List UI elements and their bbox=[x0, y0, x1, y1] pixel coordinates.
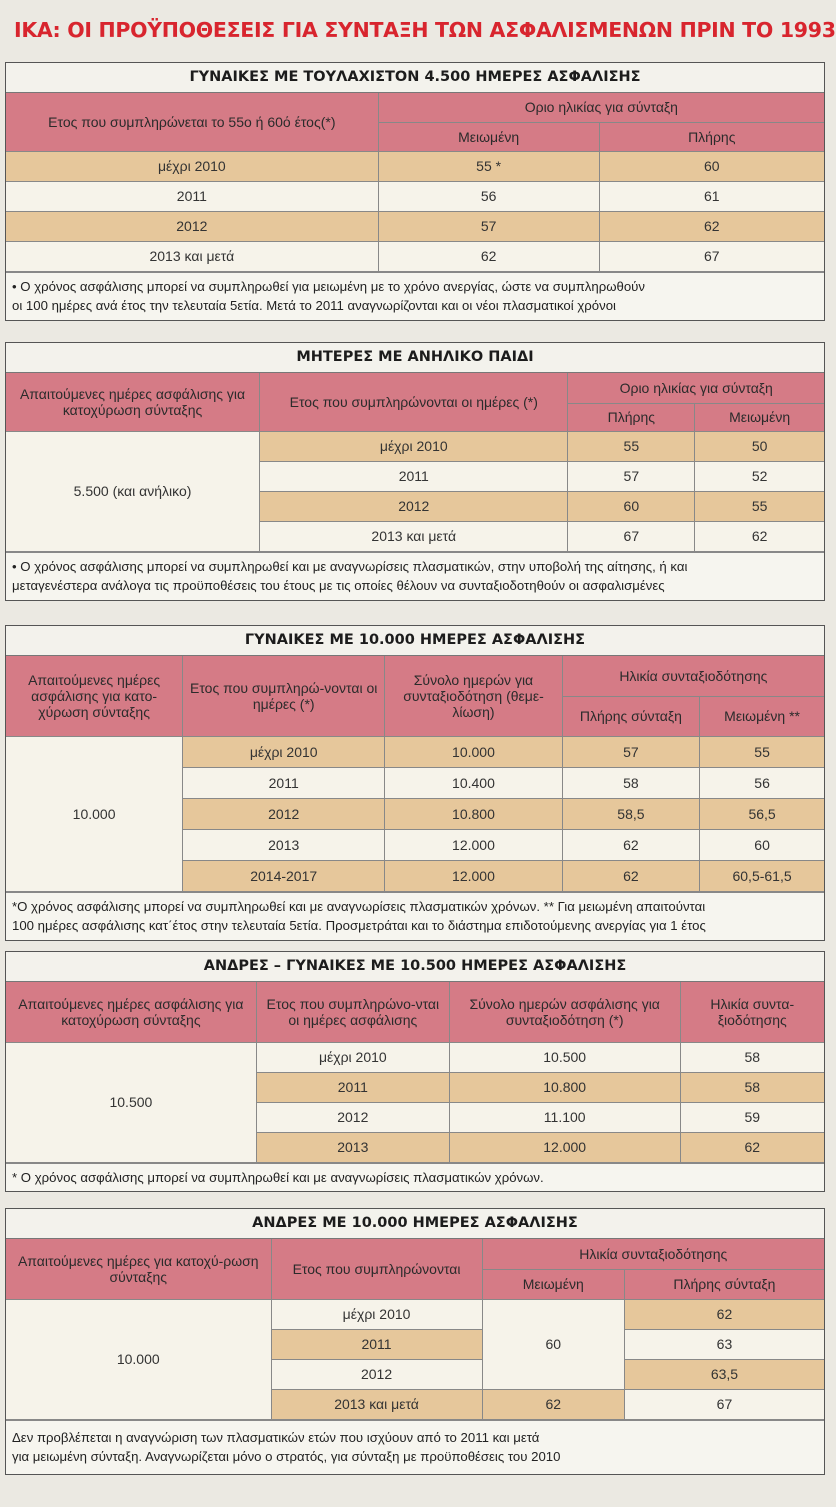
col-header-age: Ηλικία συντα-ξιοδότησης bbox=[680, 982, 824, 1042]
cell-reduced: 56,5 bbox=[700, 798, 824, 829]
cell-year: 2011 bbox=[183, 767, 385, 798]
table-women-4500 bbox=[5, 62, 825, 321]
cell-reduced: 56 bbox=[700, 767, 824, 798]
table-heading: ΑΝΔΡΕΣ – ΓΥΝΑΙΚΕΣ ΜΕ 10.500 ΗΜΕΡΕΣ ΑΣΦΑΛΙΣΗΣ bbox=[6, 952, 824, 982]
cell-full: 62 bbox=[624, 1299, 824, 1329]
cell-total: 11.100 bbox=[449, 1102, 680, 1132]
cell-year: μέχρι 2010 bbox=[256, 1042, 449, 1072]
col-header-age: Οριο ηλικίας για σύνταξη bbox=[378, 93, 824, 122]
cell-age: 59 bbox=[680, 1102, 824, 1132]
footnote-line: 100 ημέρες ασφάλισης κατ΄έτος στην τελευταία 5ετία. Προσμετράται και το διάστημα επιδοτούμενης ανεργίας για 1 έτος bbox=[12, 918, 706, 933]
col-header-days: Απαιτούμενες ημέρες ασφάλισης για κατοχύρωση σύνταξης bbox=[6, 982, 256, 1042]
table-heading: ΓΥΝΑΙΚΕΣ ΜΕ 10.000 ΗΜΕΡΕΣ ΑΣΦΑΛΙΣΗΣ bbox=[6, 626, 824, 656]
table-footnote bbox=[6, 892, 824, 940]
cell-year: 2012 bbox=[260, 491, 568, 521]
cell-full: 60 bbox=[568, 491, 695, 521]
table-row bbox=[6, 211, 824, 241]
col-header-reduced: Μειωμένη bbox=[695, 403, 824, 431]
cell-year: μέχρι 2010 bbox=[183, 736, 385, 767]
cell-year: μέχρι 2010 bbox=[271, 1299, 482, 1329]
cell-total: 10.400 bbox=[385, 767, 563, 798]
cell-full: 57 bbox=[568, 461, 695, 491]
cell-reduced: 55 bbox=[695, 491, 824, 521]
cell-reduced: 55 bbox=[700, 736, 824, 767]
cell-full: 58,5 bbox=[562, 798, 699, 829]
cell-full: 61 bbox=[599, 181, 824, 211]
table-row bbox=[6, 736, 824, 767]
col-header-age: Οριο ηλικίας για σύνταξη bbox=[568, 373, 824, 403]
table-row bbox=[6, 1299, 824, 1329]
cell-year: 2012 bbox=[6, 211, 378, 241]
cell-reduced: 60,5-61,5 bbox=[700, 860, 824, 891]
cell-year: 2013 bbox=[183, 829, 385, 860]
cell-year: 2013 και μετά bbox=[260, 521, 568, 551]
cell-total: 10.500 bbox=[449, 1042, 680, 1072]
col-header-full: Πλήρης σύνταξη bbox=[562, 696, 699, 736]
cell-age: 58 bbox=[680, 1042, 824, 1072]
col-header-total: Σύνολο ημερών ασφάλισης για συνταξιοδότηση (*) bbox=[449, 982, 680, 1042]
cell-full: 63 bbox=[624, 1329, 824, 1359]
table-women-10000 bbox=[5, 625, 825, 941]
footnote-line: • Ο χρόνος ασφάλισης μπορεί να συμπληρωθεί και με αναγνωρίσεις πλασματικών, στην υποβολή της αίτησης, ή και bbox=[12, 558, 688, 574]
data-table bbox=[6, 1239, 824, 1420]
cell-year: 2011 bbox=[6, 181, 378, 211]
cell-year: 2011 bbox=[256, 1072, 449, 1102]
table-row bbox=[6, 431, 824, 461]
footnote-line: * Ο χρόνος ασφάλισης μπορεί να συμπληρωθεί και με αναγνωρίσεις πλασματικών χρόνων. bbox=[12, 1169, 544, 1185]
cell-year: 2012 bbox=[256, 1102, 449, 1132]
data-table bbox=[6, 93, 824, 272]
cell-full: 63,5 bbox=[624, 1359, 824, 1389]
col-header-days: Απαιτούμενες ημέρες ασφάλισης για κατοχύρωση σύνταξης bbox=[6, 373, 260, 431]
cell-full: 58 bbox=[562, 767, 699, 798]
data-table bbox=[6, 982, 824, 1163]
table-footnote bbox=[6, 1163, 824, 1192]
cell-days: 5.500 (και ανήλικο) bbox=[6, 431, 260, 551]
cell-full: 67 bbox=[624, 1389, 824, 1419]
cell-year: 2014-2017 bbox=[183, 860, 385, 891]
col-header-year: Ετος που συμπληρώνονται οι ημέρες (*) bbox=[260, 373, 568, 431]
cell-full: 67 bbox=[568, 521, 695, 551]
table-heading: ΓΥΝΑΙΚΕΣ ΜΕ ΤΟΥΛΑΧΙΣΤΟΝ 4.500 ΗΜΕΡΕΣ ΑΣΦΑΛΙΣΗΣ bbox=[6, 63, 824, 93]
page-title: ΙΚΑ: ΟΙ ΠΡΟΫΠΟΘΕΣΕΙΣ ΓΙΑ ΣΥΝΤΑΞΗ ΤΩΝ ΑΣΦΑΛΙΣΜΕΝΩΝ ΠΡΙΝ ΤΟ 1993 bbox=[14, 18, 836, 42]
cell-reduced: 62 bbox=[378, 241, 599, 271]
cell-full: 55 bbox=[568, 431, 695, 461]
cell-year: 2013 και μετά bbox=[6, 241, 378, 271]
cell-total: 12.000 bbox=[449, 1132, 680, 1162]
cell-days: 10.000 bbox=[6, 1299, 271, 1419]
col-header-year: Ετος που συμπληρώ-νονται οι ημέρες (*) bbox=[183, 656, 385, 736]
cell-total: 10.800 bbox=[449, 1072, 680, 1102]
cell-full: 57 bbox=[562, 736, 699, 767]
cell-year: 2012 bbox=[271, 1359, 482, 1389]
table-men-10000 bbox=[5, 1208, 825, 1475]
col-header-reduced: Μειωμένη bbox=[482, 1269, 624, 1299]
col-header-total: Σύνολο ημερών για συνταξιοδότηση (θεμε-λίωση) bbox=[385, 656, 563, 736]
cell-reduced: 57 bbox=[378, 211, 599, 241]
cell-reduced: 62 bbox=[482, 1389, 624, 1419]
footnote-line: οι 100 ημέρες ανά έτος την τελευταία 5ετία. Μετά το 2011 αναγνωρίζονται και οι νέοι πλασματικοί χρόνοι bbox=[12, 298, 616, 313]
table-men-women-10500 bbox=[5, 951, 825, 1192]
cell-total: 10.000 bbox=[385, 736, 563, 767]
cell-reduced: 60 bbox=[700, 829, 824, 860]
cell-reduced: 62 bbox=[695, 521, 824, 551]
cell-year: 2011 bbox=[271, 1329, 482, 1359]
col-header-year: Ετος που συμπληρώνεται το 55ο ή 60ό έτος(*) bbox=[6, 93, 378, 151]
cell-full: 62 bbox=[562, 860, 699, 891]
col-header-days: Απαιτούμενες ημέρες ασφάλισης για κατο-χύρωση σύνταξης bbox=[6, 656, 183, 736]
footnote-line: για μειωμένη σύνταξη. Αναγνωρίζεται μόνο ο στρατός, για σύνταξη με προϋποθέσεις του 2010 bbox=[12, 1449, 561, 1464]
footnote-line: Δεν προβλέπεται η αναγνώριση των πλασματικών ετών που ισχύουν από το 2011 και μετά bbox=[12, 1429, 540, 1445]
cell-reduced: 55 * bbox=[378, 151, 599, 181]
col-header-reduced: Μειωμένη bbox=[378, 122, 599, 151]
cell-reduced: 60 bbox=[482, 1299, 624, 1389]
footnote-line: μεταγενέστερα ανάλογα τις προϋποθέσεις του έτους με τις οποίες θέλουν να συνταξιοδοτηθούν οι ασφαλισμένες bbox=[12, 578, 665, 593]
table-row bbox=[6, 241, 824, 271]
cell-year: 2013 και μετά bbox=[271, 1389, 482, 1419]
table-mothers-minor-child bbox=[5, 342, 825, 601]
cell-full: 62 bbox=[562, 829, 699, 860]
cell-full: 67 bbox=[599, 241, 824, 271]
col-header-full: Πλήρης bbox=[599, 122, 824, 151]
table-footnote bbox=[6, 1420, 824, 1474]
cell-age: 62 bbox=[680, 1132, 824, 1162]
col-header-days: Απαιτούμενες ημέρες για κατοχύ-ρωση σύνταξης bbox=[6, 1239, 271, 1299]
table-footnote bbox=[6, 552, 824, 600]
cell-age: 58 bbox=[680, 1072, 824, 1102]
cell-total: 12.000 bbox=[385, 829, 563, 860]
cell-year: 2011 bbox=[260, 461, 568, 491]
col-header-year: Ετος που συμπληρώνο-νται οι ημέρες ασφάλισης bbox=[256, 982, 449, 1042]
table-row bbox=[6, 181, 824, 211]
table-heading: ΜΗΤΕΡΕΣ ΜΕ ΑΝΗΛΙΚΟ ΠΑΙΔΙ bbox=[6, 343, 824, 373]
table-heading: ΑΝΔΡΕΣ ΜΕ 10.000 ΗΜΕΡΕΣ ΑΣΦΑΛΙΣΗΣ bbox=[6, 1209, 824, 1239]
table-footnote bbox=[6, 272, 824, 320]
cell-reduced: 56 bbox=[378, 181, 599, 211]
cell-year: 2012 bbox=[183, 798, 385, 829]
cell-year: μέχρι 2010 bbox=[260, 431, 568, 461]
data-table bbox=[6, 373, 824, 552]
col-header-age: Ηλικία συνταξιοδότησης bbox=[562, 656, 824, 696]
col-header-year: Ετος που συμπληρώνονται bbox=[271, 1239, 482, 1299]
cell-year: μέχρι 2010 bbox=[6, 151, 378, 181]
cell-year: 2013 bbox=[256, 1132, 449, 1162]
data-table bbox=[6, 656, 824, 892]
cell-reduced: 50 bbox=[695, 431, 824, 461]
col-header-age: Ηλικία συνταξιοδότησης bbox=[482, 1239, 824, 1269]
col-header-reduced: Μειωμένη ** bbox=[700, 696, 824, 736]
cell-total: 12.000 bbox=[385, 860, 563, 891]
cell-total: 10.800 bbox=[385, 798, 563, 829]
cell-reduced: 52 bbox=[695, 461, 824, 491]
cell-full: 62 bbox=[599, 211, 824, 241]
cell-full: 60 bbox=[599, 151, 824, 181]
footnote-line: • Ο χρόνος ασφάλισης μπορεί να συμπληρωθεί για μειωμένη με το χρόνο ανεργίας, ώστε να συμπληρωθούν bbox=[12, 278, 645, 294]
table-row bbox=[6, 1042, 824, 1072]
cell-days: 10.000 bbox=[6, 736, 183, 891]
col-header-full: Πλήρης bbox=[568, 403, 695, 431]
table-row bbox=[6, 151, 824, 181]
footnote-line: *Ο χρόνος ασφάλισης μπορεί να συμπληρωθεί και με αναγνωρίσεις πλασματικών χρόνων. ** Για μειωμένη απαιτούνται bbox=[12, 898, 706, 914]
cell-days: 10.500 bbox=[6, 1042, 256, 1162]
col-header-full: Πλήρης σύνταξη bbox=[624, 1269, 824, 1299]
